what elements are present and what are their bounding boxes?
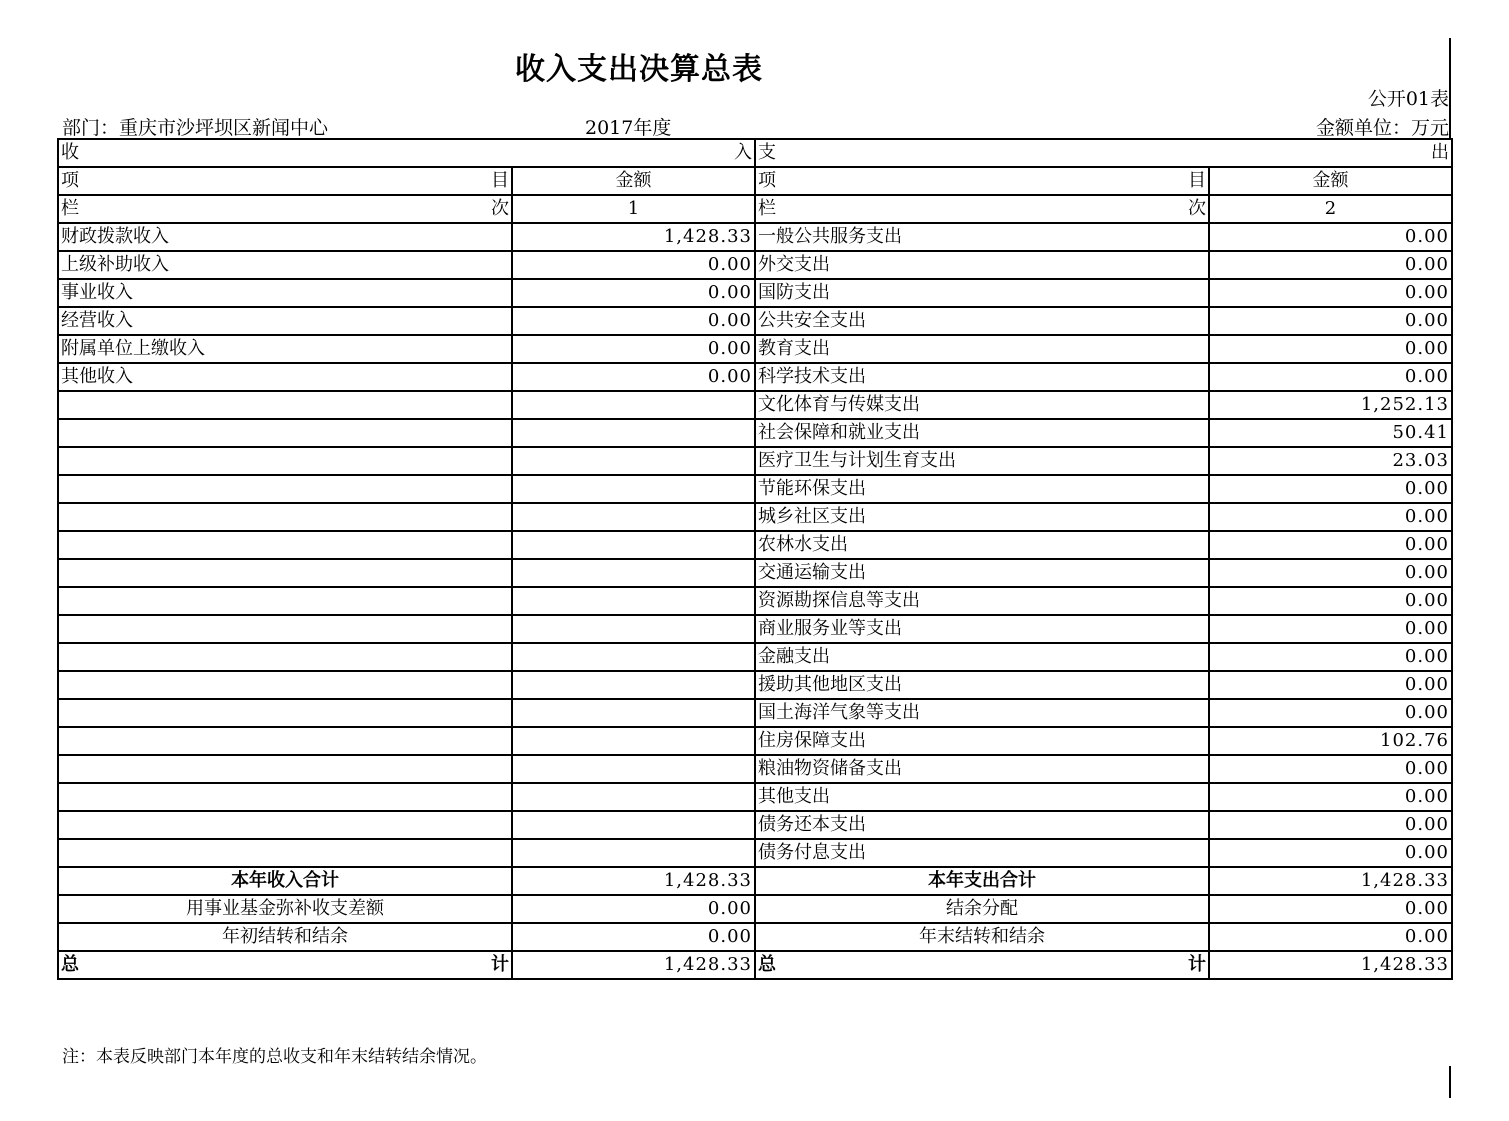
table-row	[58, 363, 1452, 391]
income-item	[58, 671, 512, 699]
income-item	[58, 699, 512, 727]
income-item: 上级补助收入	[58, 251, 512, 279]
expense-item: 商业服务业等支出	[755, 615, 1209, 643]
amount-unit: 金额单位：万元	[1315, 117, 1449, 139]
income-amount	[512, 391, 755, 419]
table-row	[58, 503, 1452, 531]
expense-item: 援助其他地区支出	[755, 671, 1209, 699]
table-row	[58, 307, 1452, 335]
table-row	[58, 643, 1452, 671]
income-item	[58, 727, 512, 755]
expense-index-label: 栏 次	[755, 195, 1209, 223]
expense-amount: 102.76	[1209, 727, 1452, 755]
table-row	[58, 699, 1452, 727]
expense-total-amount: 1,428.33	[1209, 951, 1452, 979]
total-row	[58, 951, 1452, 979]
expense-amount: 0.00	[1209, 783, 1452, 811]
income-section-header: 收 入	[58, 139, 755, 167]
footnote: 注：本表反映部门本年度的总收支和年末结转结余情况。	[62, 1047, 487, 1067]
total-label-right: 计	[1188, 954, 1206, 975]
expense-amount: 0.00	[1209, 531, 1452, 559]
table-row	[58, 587, 1452, 615]
expense-summary-amount: 0.00	[1209, 923, 1452, 951]
income-item: 事业收入	[58, 279, 512, 307]
income-summary-item: 用事业基金弥补收支差额	[58, 895, 512, 923]
income-amount	[512, 615, 755, 643]
income-amount	[512, 755, 755, 783]
expense-item: 金融支出	[755, 643, 1209, 671]
income-amount	[512, 419, 755, 447]
income-amount	[512, 839, 755, 867]
expense-column-number: 2	[1209, 195, 1452, 223]
income-item	[58, 811, 512, 839]
expense-amount: 23.03	[1209, 447, 1452, 475]
income-item	[58, 419, 512, 447]
income-amount	[512, 699, 755, 727]
table-row	[58, 811, 1452, 839]
income-item: 财政拨款收入	[58, 223, 512, 251]
table-row	[58, 615, 1452, 643]
table-row	[58, 475, 1452, 503]
expense-item: 资源勘探信息等支出	[755, 587, 1209, 615]
expense-item: 交通运输支出	[755, 559, 1209, 587]
expense-item: 其他支出	[755, 783, 1209, 811]
expense-item: 文化体育与传媒支出	[755, 391, 1209, 419]
expense-item: 节能环保支出	[755, 475, 1209, 503]
expense-amount: 0.00	[1209, 615, 1452, 643]
income-column-number: 1	[512, 195, 755, 223]
expense-total-label	[755, 951, 1209, 979]
expense-item: 一般公共服务支出	[755, 223, 1209, 251]
summary-row	[58, 867, 1452, 895]
total-label-right: 计	[491, 954, 509, 975]
table-row	[58, 755, 1452, 783]
income-item	[58, 475, 512, 503]
expense-summary-item: 本年支出合计	[755, 867, 1209, 895]
income-amount	[512, 783, 755, 811]
table-row	[58, 419, 1452, 447]
expense-item: 城乡社区支出	[755, 503, 1209, 531]
income-amount	[512, 447, 755, 475]
income-item	[58, 783, 512, 811]
income-amount	[512, 531, 755, 559]
expense-item: 教育支出	[755, 335, 1209, 363]
income-amount	[512, 727, 755, 755]
expense-item: 科学技术支出	[755, 363, 1209, 391]
expense-item: 农林水支出	[755, 531, 1209, 559]
expense-item: 债务付息支出	[755, 839, 1209, 867]
income-item	[58, 755, 512, 783]
table-row	[58, 839, 1452, 867]
table-row	[58, 251, 1452, 279]
table-row	[58, 671, 1452, 699]
expense-amount: 0.00	[1209, 811, 1452, 839]
income-amount-header: 金额	[512, 167, 755, 195]
table-row	[58, 279, 1452, 307]
income-item	[58, 531, 512, 559]
income-item	[58, 587, 512, 615]
table-row	[58, 559, 1452, 587]
income-total-amount: 1,428.33	[512, 951, 755, 979]
income-amount: 0.00	[512, 279, 755, 307]
expense-amount: 0.00	[1209, 671, 1452, 699]
expense-amount: 0.00	[1209, 251, 1452, 279]
table-row	[58, 783, 1452, 811]
income-amount	[512, 811, 755, 839]
expense-section-header: 支 出	[755, 139, 1452, 167]
expense-item: 外交支出	[755, 251, 1209, 279]
form-code: 公开01表	[1367, 88, 1449, 110]
page-edge-line-top	[1449, 38, 1451, 138]
fiscal-year: 2017年度	[585, 117, 672, 139]
expense-item: 住房保障支出	[755, 727, 1209, 755]
income-summary-amount: 0.00	[512, 895, 755, 923]
expense-amount: 0.00	[1209, 643, 1452, 671]
expense-amount: 0.00	[1209, 587, 1452, 615]
income-item: 其他收入	[58, 363, 512, 391]
income-amount	[512, 643, 755, 671]
expense-amount: 0.00	[1209, 699, 1452, 727]
expense-item: 国防支出	[755, 279, 1209, 307]
income-item	[58, 559, 512, 587]
department-label: 部门：重庆市沙坪坝区新闻中心	[62, 117, 329, 139]
table-row	[58, 447, 1452, 475]
income-amount: 0.00	[512, 307, 755, 335]
income-summary-amount: 1,428.33	[512, 867, 755, 895]
expense-amount: 0.00	[1209, 755, 1452, 783]
page-title: 收入支出决算总表	[515, 52, 763, 87]
income-item	[58, 391, 512, 419]
income-summary-item: 本年收入合计	[58, 867, 512, 895]
income-item	[58, 447, 512, 475]
table-row	[58, 727, 1452, 755]
income-item	[58, 643, 512, 671]
column-index-row	[58, 195, 1452, 223]
expense-amount-header: 金额	[1209, 167, 1452, 195]
income-summary-amount: 0.00	[512, 923, 755, 951]
expense-amount: 50.41	[1209, 419, 1452, 447]
expense-item: 粮油物资储备支出	[755, 755, 1209, 783]
income-expense-table	[57, 138, 1453, 980]
income-amount: 1,428.33	[512, 223, 755, 251]
expense-item: 债务还本支出	[755, 811, 1209, 839]
section-header-row	[58, 139, 1452, 167]
expense-item: 社会保障和就业支出	[755, 419, 1209, 447]
expense-summary-item: 年末结转和结余	[755, 923, 1209, 951]
total-label-left: 总	[758, 954, 776, 975]
income-amount: 0.00	[512, 363, 755, 391]
income-amount: 0.00	[512, 251, 755, 279]
expense-amount: 1,252.13	[1209, 391, 1452, 419]
table-row	[58, 531, 1452, 559]
income-amount	[512, 671, 755, 699]
expense-item: 公共安全支出	[755, 307, 1209, 335]
income-amount: 0.00	[512, 335, 755, 363]
page-edge-line-bottom	[1449, 1066, 1451, 1098]
expense-amount: 0.00	[1209, 223, 1452, 251]
table-row	[58, 391, 1452, 419]
expense-amount: 0.00	[1209, 279, 1452, 307]
income-amount	[512, 559, 755, 587]
expense-summary-amount: 1,428.33	[1209, 867, 1452, 895]
expense-amount: 0.00	[1209, 335, 1452, 363]
total-label-left: 总	[61, 954, 79, 975]
table-row	[58, 335, 1452, 363]
summary-row	[58, 923, 1452, 951]
expense-amount: 0.00	[1209, 363, 1452, 391]
expense-amount: 0.00	[1209, 307, 1452, 335]
income-item	[58, 615, 512, 643]
expense-amount: 0.00	[1209, 503, 1452, 531]
income-item	[58, 503, 512, 531]
expense-item: 国土海洋气象等支出	[755, 699, 1209, 727]
income-item-header: 项 目	[58, 167, 512, 195]
income-index-label: 栏 次	[58, 195, 512, 223]
expense-item: 医疗卫生与计划生育支出	[755, 447, 1209, 475]
expense-summary-amount: 0.00	[1209, 895, 1452, 923]
income-item: 经营收入	[58, 307, 512, 335]
expense-amount: 0.00	[1209, 475, 1452, 503]
income-total-label	[58, 951, 512, 979]
income-summary-item: 年初结转和结余	[58, 923, 512, 951]
income-amount	[512, 503, 755, 531]
column-header-row	[58, 167, 1452, 195]
income-item	[58, 839, 512, 867]
income-item: 附属单位上缴收入	[58, 335, 512, 363]
income-amount	[512, 587, 755, 615]
table-row	[58, 223, 1452, 251]
summary-row	[58, 895, 1452, 923]
expense-amount: 0.00	[1209, 839, 1452, 867]
expense-amount: 0.00	[1209, 559, 1452, 587]
expense-summary-item: 结余分配	[755, 895, 1209, 923]
income-amount	[512, 475, 755, 503]
expense-item-header: 项 目	[755, 167, 1209, 195]
